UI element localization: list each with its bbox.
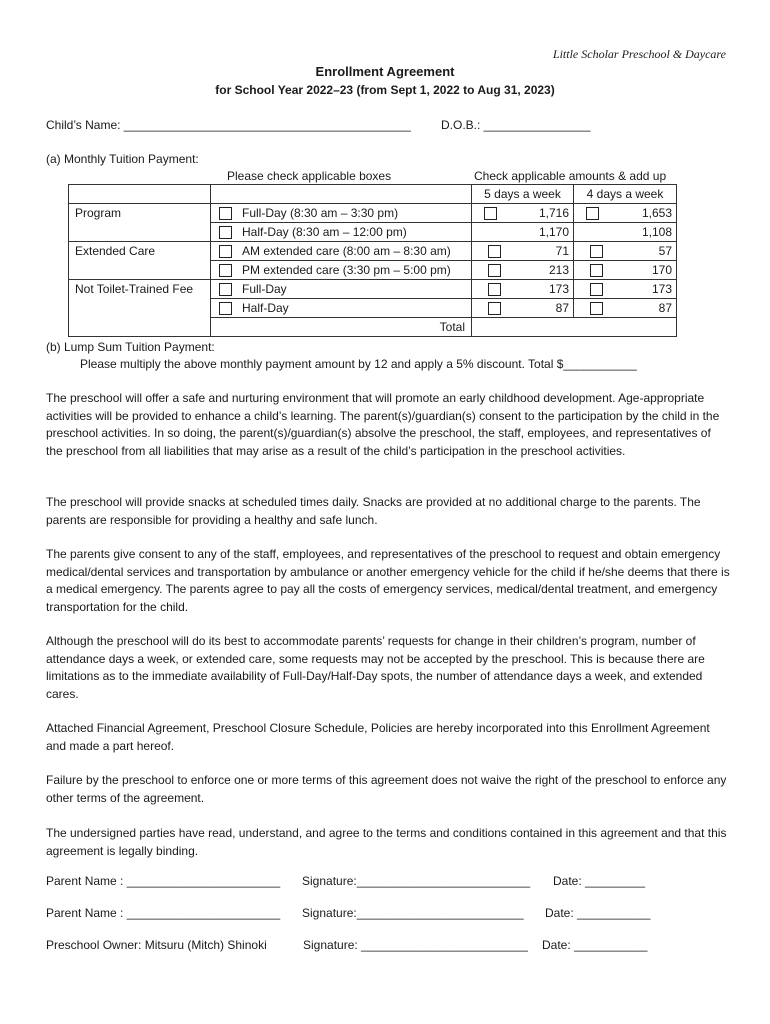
toilet-fee-full-day-checkbox[interactable] xyxy=(219,283,232,296)
amount-checkbox[interactable] xyxy=(488,245,501,258)
tuition-table xyxy=(68,184,677,337)
amount-5-cell: 71 xyxy=(472,242,574,261)
header-blank xyxy=(211,185,472,204)
total-row xyxy=(69,318,677,337)
category-cell: Extended Care xyxy=(69,242,211,261)
parent-name-field[interactable]: Parent Name : _______________________ xyxy=(46,874,281,888)
option-cell: Half-Day xyxy=(211,299,472,318)
category-cell: Not Toilet-Trained Fee xyxy=(69,280,211,299)
amount-checkbox[interactable] xyxy=(590,264,603,277)
toilet-fee-half-day-checkbox[interactable] xyxy=(219,302,232,315)
section-b-label: (b) Lump Sum Tuition Payment: xyxy=(46,340,215,354)
table-row xyxy=(69,299,677,318)
owner-name: Preschool Owner: Mitsuru (Mitch) Shinoki xyxy=(46,938,267,952)
option-cell: Half-Day (8:30 am – 12:00 pm) xyxy=(211,223,472,242)
amount-4-cell: 170 xyxy=(574,261,677,280)
option-cell: Full-Day xyxy=(211,280,472,299)
full-day-program-checkbox[interactable] xyxy=(219,207,232,220)
amount-4-cell: 57 xyxy=(574,242,677,261)
dob-field[interactable]: D.O.B.: ________________ xyxy=(441,118,591,132)
document-subtitle: for School Year 2022–23 (from Sept 1, 2022 to Aug 31, 2023) xyxy=(215,83,555,97)
amount-5-cell: 213 xyxy=(472,261,574,280)
option-cell: AM extended care (8:00 am – 8:30 am) xyxy=(211,242,472,261)
header-blank xyxy=(69,185,211,204)
col-4-days-header: 4 days a week xyxy=(574,185,677,204)
amount-checkbox[interactable] xyxy=(484,207,497,220)
category-cell xyxy=(69,223,211,242)
option-cell: PM extended care (3:30 pm – 5:00 pm) xyxy=(211,261,472,280)
section-a-label: (a) Monthly Tuition Payment: xyxy=(46,152,199,166)
total-value-cell[interactable] xyxy=(472,318,677,337)
amount-checkbox[interactable] xyxy=(488,302,501,315)
date-field[interactable]: Date: ___________ xyxy=(542,938,648,952)
option-cell: Full-Day (8:30 am – 3:30 pm) xyxy=(211,204,472,223)
paragraph-binding: The undersigned parties have read, understand, and agree to the terms and conditions contained in this agreement and that this agreement is legally binding. xyxy=(46,826,727,858)
paragraph-snacks: The preschool will provide snacks at scheduled times daily. Snacks are provided at no additional charge to the parents. The parents are responsible for providing a healthy and safe lunch. xyxy=(46,495,701,527)
table-row xyxy=(69,223,677,242)
total-blank xyxy=(69,318,211,337)
parent-name-field[interactable]: Parent Name : _______________________ xyxy=(46,906,281,920)
category-cell xyxy=(69,299,211,318)
amount-4-cell: 173 xyxy=(574,280,677,299)
date-field[interactable]: Date: _________ xyxy=(553,874,646,888)
amount-5-cell: 173 xyxy=(472,280,574,299)
table-row xyxy=(69,242,677,261)
am-extended-care-checkbox[interactable] xyxy=(219,245,232,258)
paragraph-safety: The preschool will offer a safe and nurturing environment that will promote an early childhood development. Age-appropriate activities will be provided to enhance a child’s learning. The parent(s)/guardian(s) consent to the participation by the child in the preschool activities. In so doing, the parent(s)/guardian(s) absolve the preschool, the staff, employees, and representatives of the preschool from all liabilities that may arise as a result of the child’s participation in the preschool activities. xyxy=(46,391,720,458)
amounts-header: Check applicable amounts & add up xyxy=(474,169,667,183)
signature-field[interactable]: Signature:__________________________ xyxy=(302,874,531,888)
lump-sum-text: Please multiply the above monthly payment amount by 12 and apply a 5% discount. Total $___________ xyxy=(80,357,637,371)
pm-extended-care-checkbox[interactable] xyxy=(219,264,232,277)
date-field[interactable]: Date: ___________ xyxy=(545,906,651,920)
amount-checkbox[interactable] xyxy=(586,207,599,220)
amount-checkbox[interactable] xyxy=(590,245,603,258)
category-cell xyxy=(69,261,211,280)
amount-4-cell: 1,653 xyxy=(574,204,677,223)
amount-checkbox[interactable] xyxy=(590,302,603,315)
category-cell: Program xyxy=(69,204,211,223)
table-header-row xyxy=(69,185,677,204)
amount-5-cell: 1,170 xyxy=(472,223,574,242)
paragraph-emergency: The parents give consent to any of the staff, employees, and representatives of the preschool to request and obtain emergency medical/dental services and transportation by ambulance or another emergency vehicle for the child if he/she deems that there is a medical emergency. The parents agree to pay all the costs of emergency services, medical/dental treatment, and emergency transportation for the child. xyxy=(46,547,730,614)
amount-5-cell: 87 xyxy=(472,299,574,318)
amount-checkbox[interactable] xyxy=(488,264,501,277)
paragraph-enforcement: Failure by the preschool to enforce one or more terms of this agreement does not waive the right of the preschool to enforce any other terms of the agreement. xyxy=(46,773,727,805)
school-name: Little Scholar Preschool & Daycare xyxy=(552,47,726,61)
checkboxes-header: Please check applicable boxes xyxy=(227,169,392,183)
amount-5-cell: 1,716 xyxy=(472,204,574,223)
paragraph-changes: Although the preschool will do its best to accommodate parents’ requests for change in their children’s program, number of attendance days a week, or extended care, some requests may not be accepted by the preschool. This is because there are limitations as to the immediate availability of Full-Day/Half-Day spots, the number of attendance days a week, and extended cares. xyxy=(46,634,705,701)
table-row xyxy=(69,261,677,280)
paragraph-attachments: Attached Financial Agreement, Preschool Closure Schedule, Policies are hereby incorporated into this Enrollment Agreement and made a part hereof. xyxy=(46,721,710,753)
amount-checkbox[interactable] xyxy=(488,283,501,296)
table-row xyxy=(69,280,677,299)
total-label-cell: Total xyxy=(211,318,472,337)
document-title: Enrollment Agreement xyxy=(315,64,455,79)
signature-field[interactable]: Signature: _________________________ xyxy=(303,938,528,952)
table-row xyxy=(69,204,677,223)
col-5-days-header: 5 days a week xyxy=(472,185,574,204)
half-day-program-checkbox[interactable] xyxy=(219,226,232,239)
amount-checkbox[interactable] xyxy=(590,283,603,296)
child-name-field[interactable]: Child’s Name: ___________________________________________ xyxy=(46,118,411,132)
signature-field[interactable]: Signature:_________________________ xyxy=(302,906,524,920)
amount-4-cell: 1,108 xyxy=(574,223,677,242)
amount-4-cell: 87 xyxy=(574,299,677,318)
